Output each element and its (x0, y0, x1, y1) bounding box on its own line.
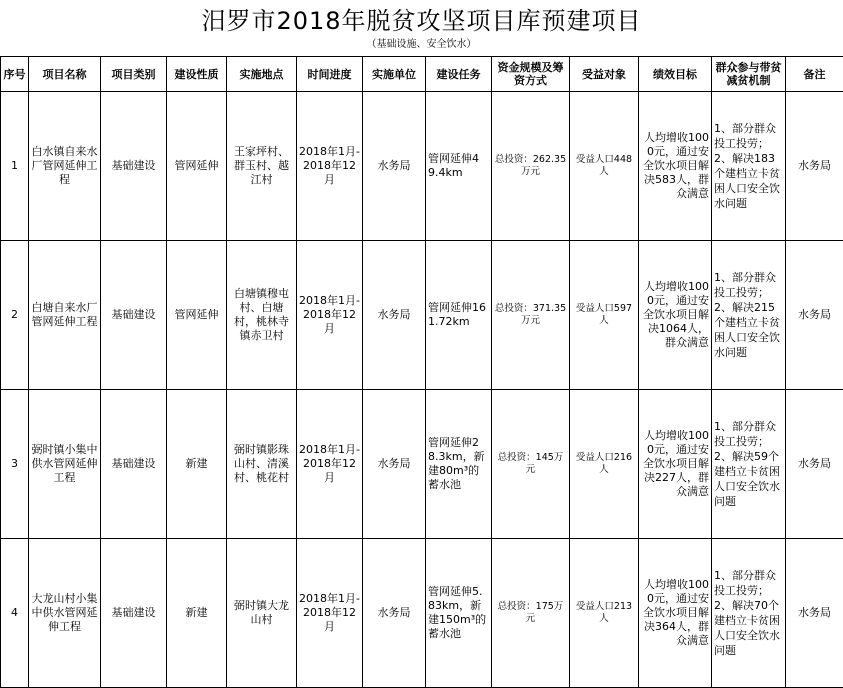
cell-nature: 管网延伸 (167, 241, 227, 390)
cell-location: 弼时镇影珠山村、清溪村、桃花村 (227, 390, 297, 539)
header-remark: 备注 (786, 57, 843, 92)
header-category: 项目类别 (101, 57, 167, 92)
cell-funding: 总投资：371.35万元 (492, 241, 570, 390)
cell-task: 管网延伸28.3km，新建80m³的蓄水池 (426, 390, 492, 539)
page-title: 汨罗市2018年脱贫攻坚项目库预建项目 (0, 6, 843, 36)
cell-mechanism: 1、部分群众投工投劳；2、解决215个建档立卡贫困人口安全饮水问题 (712, 241, 786, 390)
cell-name: 大龙山村小集中供水管网延伸工程 (29, 539, 101, 688)
cell-beneficiary: 受益人口448人 (570, 92, 639, 241)
header-no: 序号 (1, 57, 29, 92)
header-goal: 绩效目标 (639, 57, 712, 92)
header-beneficiary: 受益对象 (570, 57, 639, 92)
cell-beneficiary: 受益人口216人 (570, 390, 639, 539)
cell-category: 基础建设 (101, 390, 167, 539)
header-location: 实施地点 (227, 57, 297, 92)
cell-remark: 水务局 (786, 390, 843, 539)
cell-funding: 总投资：175万元 (492, 539, 570, 688)
cell-no: 2 (1, 241, 29, 390)
header-name: 项目名称 (29, 57, 101, 92)
cell-location: 王家坪村、群玉村、越江村 (227, 92, 297, 241)
cell-unit: 水务局 (363, 539, 426, 688)
cell-remark: 水务局 (786, 241, 843, 390)
cell-remark: 水务局 (786, 539, 843, 688)
table-row (1, 539, 843, 688)
cell-goal: 人均增收1000元，通过安全饮水项目解决583人，群众满意 (639, 92, 712, 241)
cell-nature: 新建 (167, 539, 227, 688)
cell-unit: 水务局 (363, 92, 426, 241)
cell-nature: 新建 (167, 390, 227, 539)
table-row (1, 390, 843, 539)
cell-task: 管网延伸5.83km，新建150m³的蓄水池 (426, 539, 492, 688)
cell-name: 弼时镇小集中供水管网延伸工程 (29, 390, 101, 539)
cell-task: 管网延伸161.72km (426, 241, 492, 390)
cell-funding: 总投资：145万元 (492, 390, 570, 539)
cell-beneficiary: 受益人口597人 (570, 241, 639, 390)
header-task: 建设任务 (426, 57, 492, 92)
cell-schedule: 2018年1月-2018年12月 (297, 92, 363, 241)
cell-mechanism: 1、部分群众投工投劳；2、解决70个建档立卡贫困人口安全饮水问题 (712, 539, 786, 688)
header-unit: 实施单位 (363, 57, 426, 92)
cell-task: 管网延伸49.4km (426, 92, 492, 241)
cell-funding: 总投资：262.35万元 (492, 92, 570, 241)
cell-location: 弼时镇大龙山村 (227, 539, 297, 688)
cell-goal: 人均增收1000元，通过安全饮水项目解决364人，群众满意 (639, 539, 712, 688)
cell-name: 白塘自来水厂管网延伸工程 (29, 241, 101, 390)
table-row (1, 92, 843, 241)
cell-no: 4 (1, 539, 29, 688)
header-schedule: 时间进度 (297, 57, 363, 92)
header-mechanism: 群众参与带贫减贫机制 (712, 57, 786, 92)
page-subtitle: （基础设施、安全饮水） (0, 39, 843, 51)
header-funding: 资金规模及筹资方式 (492, 57, 570, 92)
cell-mechanism: 1、部分群众投工投劳；2、解决59个建档立卡贫困人口安全饮水问题 (712, 390, 786, 539)
cell-category: 基础建设 (101, 539, 167, 688)
table-header-row (1, 57, 843, 92)
cell-beneficiary: 受益人口213人 (570, 539, 639, 688)
cell-location: 白塘镇穆屯村、白塘村，桃林寺镇赤卫村 (227, 241, 297, 390)
cell-no: 1 (1, 92, 29, 241)
cell-unit: 水务局 (363, 241, 426, 390)
table-row (1, 241, 843, 390)
cell-unit: 水务局 (363, 390, 426, 539)
cell-schedule: 2018年1月-2018年12月 (297, 539, 363, 688)
cell-remark: 水务局 (786, 92, 843, 241)
cell-goal: 人均增收1000元，通过安全饮水项目解决227人，群众满意 (639, 390, 712, 539)
cell-category: 基础建设 (101, 92, 167, 241)
cell-schedule: 2018年1月-2018年12月 (297, 390, 363, 539)
header-nature: 建设性质 (167, 57, 227, 92)
cell-schedule: 2018年1月-2018年12月 (297, 241, 363, 390)
cell-mechanism: 1、部分群众投工投劳；2、解决183个建档立卡贫困人口安全饮水问题 (712, 92, 786, 241)
cell-nature: 管网延伸 (167, 92, 227, 241)
cell-name: 白水镇自来水厂管网延伸工程 (29, 92, 101, 241)
cell-no: 3 (1, 390, 29, 539)
cell-category: 基础建设 (101, 241, 167, 390)
project-table (0, 56, 843, 688)
cell-goal: 人均增收1000元，通过安全饮水项目解决1064人，群众满意 (639, 241, 712, 390)
